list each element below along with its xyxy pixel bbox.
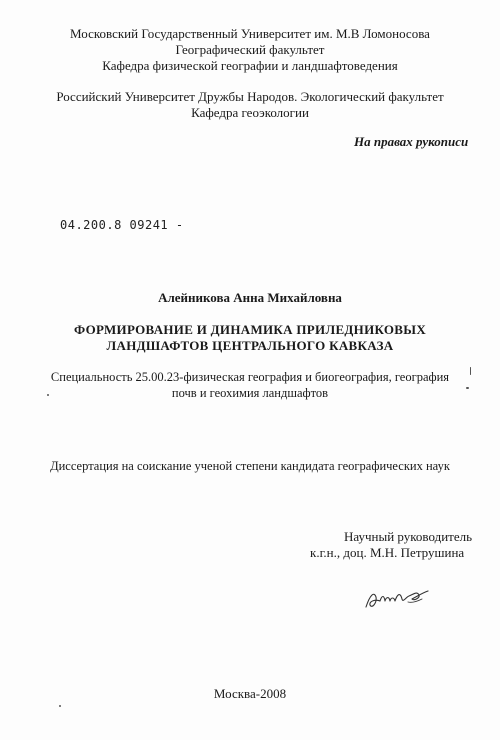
scan-speck <box>470 367 471 375</box>
supervisor-label: Научный руководитель <box>344 529 473 544</box>
dissertation-type: Диссертация на соискание ученой степени кандидата географических наук <box>50 459 450 473</box>
specialty-line-1: Специальность 25.00.23-физическая география и биогеография, география <box>50 370 450 384</box>
university2-line-2: Кафедра геоэкологии <box>191 105 309 120</box>
author-name: Алейникова Анна Михайловна <box>158 290 342 305</box>
scan-speck <box>47 394 49 396</box>
place-and-year: Москва-2008 <box>213 686 287 701</box>
specialty-line-2: почв и геохимия ландшафтов <box>171 386 329 400</box>
university-line-3: Кафедра физической географии и ландшафтоведения <box>102 58 398 73</box>
manuscript-note: На правах рукописи <box>354 134 469 149</box>
scan-speck <box>466 387 469 389</box>
supervisor-name: к.г.н., доц. М.Н. Петрушина <box>310 545 465 560</box>
scan-speck <box>59 705 61 707</box>
title-line-1: ФОРМИРОВАНИЕ И ДИНАМИКА ПРИЛЕДНИКОВЫХ <box>73 322 427 337</box>
handwritten-signature-icon <box>362 585 432 613</box>
university2-line-1: Российский Университет Дружбы Народов. Экологический факультет <box>56 89 444 104</box>
university-line-1: Московский Государственный Университет им. М.В Ломоносова <box>70 26 430 41</box>
title-line-2: ЛАНДШАФТОВ ЦЕНТРАЛЬНОГО КАВКАЗА <box>106 338 394 353</box>
registry-stamp: 04.200.8 09241 - <box>60 218 184 232</box>
university-line-2: Географический факультет <box>175 42 325 57</box>
